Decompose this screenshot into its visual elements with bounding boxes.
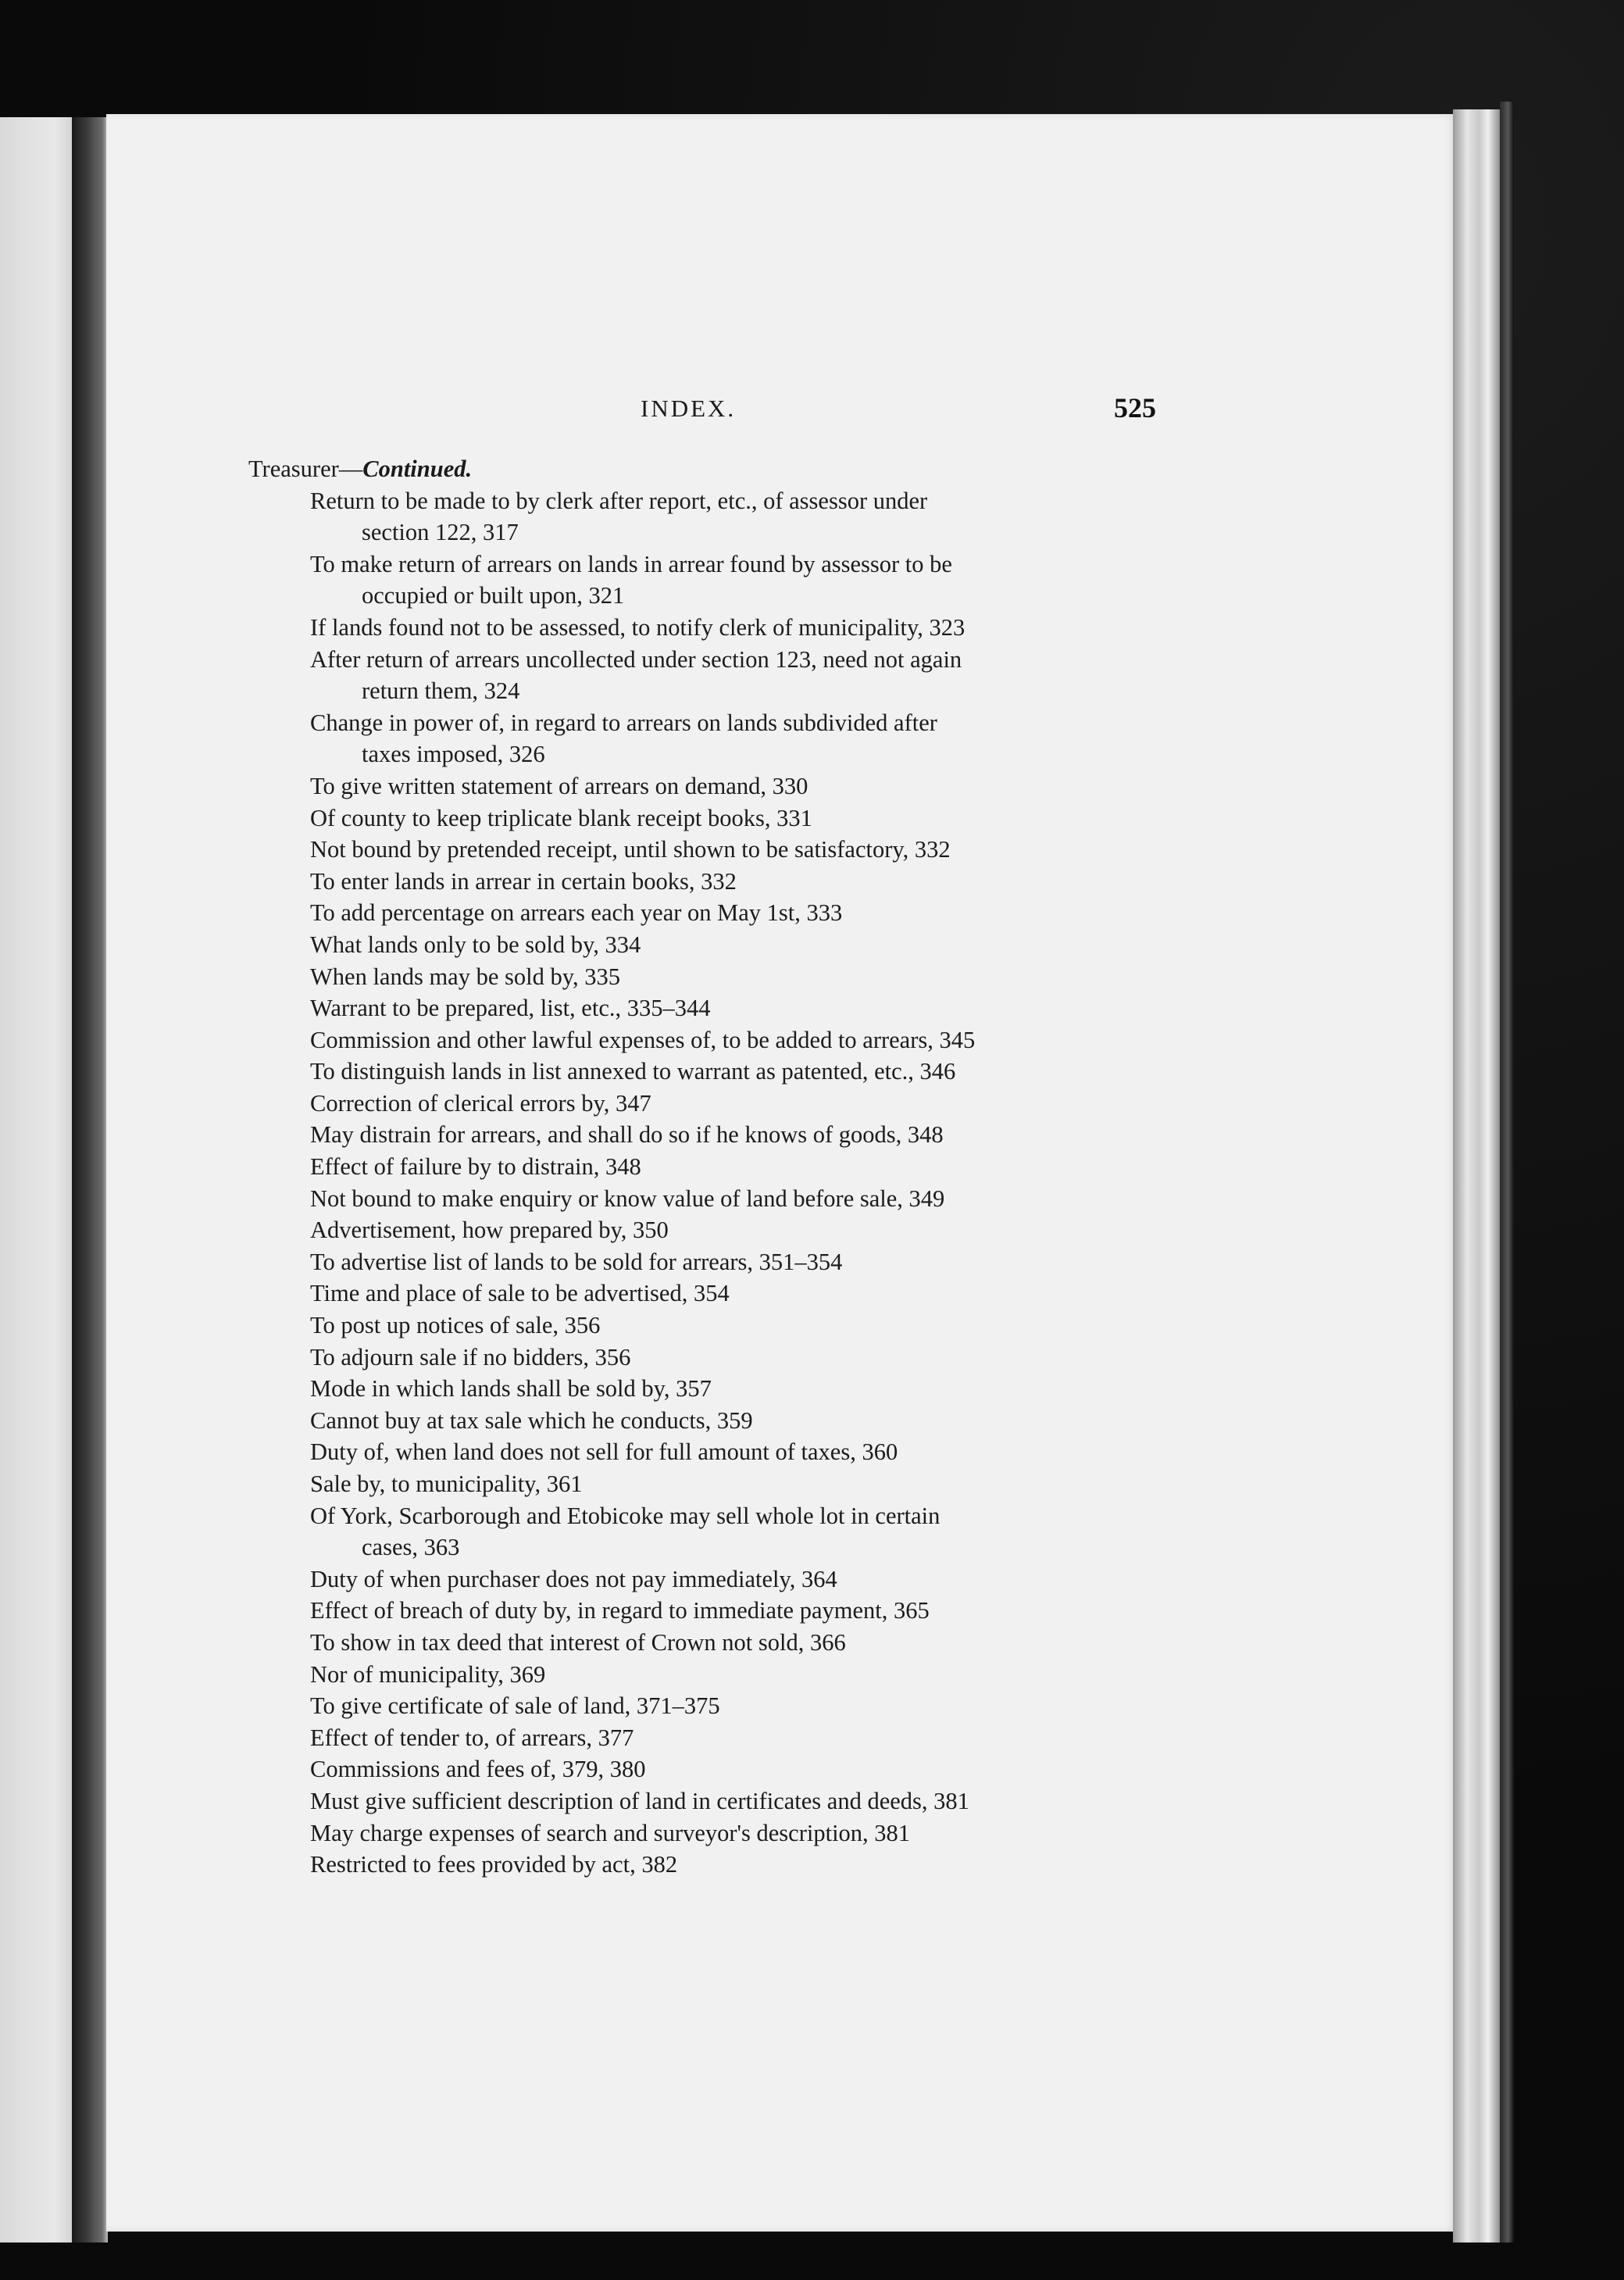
entry-text: To advertise list of lands to be sold for arrears, 351–354 [310, 1248, 843, 1275]
index-entry [248, 929, 1162, 961]
entry-text: Effect of tender to, of arrears, 377 [310, 1724, 634, 1751]
index-entry [248, 1024, 1162, 1056]
entry-text: May charge expenses of search and surveyor's description, 381 [310, 1819, 911, 1846]
index-entry [248, 1119, 1162, 1151]
entry-text: Commissions and fees of, 379, 380 [310, 1756, 646, 1783]
entry-text: Nor of municipality, 369 [310, 1660, 546, 1688]
index-entry [248, 1849, 1162, 1881]
entry-text: Duty of when purchaser does not pay immediately, 364 [310, 1565, 837, 1592]
index-entry [248, 1785, 1162, 1817]
entry-text: Advertisement, how prepared by, 350 [310, 1217, 669, 1244]
entry-text: Must give sufficient description of land in certificates and deeds, 381 [310, 1787, 969, 1814]
running-header [641, 392, 1156, 441]
entry-text: Of York, Scarborough and Etobicoke may sell whole lot in certain [310, 1502, 940, 1529]
index-entry [248, 866, 1162, 898]
entry-continuation: return them, 324 [362, 677, 520, 705]
index-entry [248, 1753, 1162, 1785]
entry-text: May distrain for arrears, and shall do so if he knows of goods, 348 [310, 1121, 944, 1149]
index-entry [248, 1278, 1162, 1310]
index-entry [248, 1500, 1162, 1563]
entry-text: To give certificate of sale of land, 371–375 [310, 1692, 720, 1720]
entry-text: Not bound to make enquiry or know value of land before sale, 349 [310, 1185, 945, 1212]
index-entry [248, 1310, 1162, 1342]
index-entry [248, 770, 1162, 802]
entry-text: To enter lands in arrear in certain books, 332 [310, 867, 737, 895]
index-entry [248, 612, 1162, 644]
entry-text: Sale by, to municipality, 361 [310, 1471, 583, 1497]
entry-text: After return of arrears uncollected under section 123, need not again [310, 645, 962, 673]
index-entry [248, 961, 1162, 993]
index-entry [248, 1690, 1162, 1722]
index-entry [248, 1056, 1162, 1088]
index-entry [248, 549, 1162, 612]
entry-text: To post up notices of sale, 356 [310, 1312, 601, 1339]
entry-continuation: taxes imposed, 326 [362, 741, 545, 768]
entry-text: Commission and other lawful expenses of, to be added to arrears, 345 [310, 1026, 976, 1053]
entry-text: To make return of arrears on lands in arrear found by assessor to be [310, 550, 952, 577]
index-entry [248, 1563, 1162, 1596]
heading-term: Treasurer [248, 456, 339, 482]
entry-text: To add percentage on arrears each year on May 1st, 333 [310, 899, 843, 927]
entry-text: Not bound by pretended receipt, until shown to be satisfactory, 332 [310, 836, 951, 863]
entry-text: To adjourn sale if no bidders, 356 [310, 1343, 631, 1371]
entry-text: Of county to keep triplicate blank receipt books, 331 [310, 804, 812, 831]
previous-page-edge [0, 117, 78, 2242]
index-entry [248, 1468, 1162, 1500]
entry-text: If lands found not to be assessed, to notify clerk of municipality, 323 [310, 613, 965, 641]
index-entry [248, 1373, 1162, 1405]
index-entry [248, 1595, 1162, 1627]
entry-text: Cannot buy at tax sale which he conducts, 359 [310, 1406, 753, 1434]
entry-text: Effect of breach of duty by, in regard to immediate payment, 365 [310, 1597, 930, 1624]
index-entry [248, 1817, 1162, 1849]
index-entry [248, 1214, 1162, 1246]
entry-continuation: occupied or built upon, 321 [362, 582, 625, 609]
page-stack-shadow [1500, 102, 1514, 2242]
entry-text: To show in tax deed that interest of Crown not sold, 366 [310, 1628, 846, 1656]
index-entry [248, 644, 1162, 707]
index-entry [248, 1246, 1162, 1278]
entry-text: When lands may be sold by, 335 [310, 963, 620, 990]
index-entries [248, 453, 1162, 1881]
header-title: INDEX. [641, 395, 737, 422]
heading-continued: Continued. [362, 456, 473, 482]
entry-text: To distinguish lands in list annexed to warrant as patented, etc., 346 [310, 1058, 956, 1085]
entry-text: To give written statement of arrears on demand, 330 [310, 772, 808, 799]
index-entry [248, 1659, 1162, 1691]
index-heading [248, 453, 1162, 485]
entry-text: What lands only to be sold by, 334 [310, 931, 641, 958]
entry-continuation: cases, 363 [362, 1534, 460, 1561]
index-entry [248, 1342, 1162, 1374]
entry-text: Return to be made to by clerk after report, etc., of assessor under [310, 487, 928, 514]
entry-text: Mode in which lands shall be sold by, 357 [310, 1375, 712, 1403]
page-stack-edge [1453, 109, 1500, 2242]
index-entry [248, 897, 1162, 929]
entry-list [248, 485, 1162, 1881]
entry-text: Duty of, when land does not sell for full amount of taxes, 360 [310, 1438, 898, 1466]
entry-text: Change in power of, in regard to arrears on lands subdivided after [310, 709, 937, 736]
book-spine-shadow [72, 117, 108, 2242]
entry-text: Warrant to be prepared, list, etc., 335–344 [310, 995, 711, 1022]
index-entry [248, 992, 1162, 1024]
entry-text: Time and place of sale to be advertised, 354 [310, 1280, 730, 1307]
heading-dash: — [338, 456, 363, 482]
index-entry [248, 1436, 1162, 1468]
entry-text: Correction of clerical errors by, 347 [310, 1089, 651, 1117]
index-entry [248, 1151, 1162, 1183]
index-entry [248, 707, 1162, 770]
entry-continuation: section 122, 317 [362, 519, 519, 546]
index-entry [248, 1183, 1162, 1215]
index-entry [248, 1088, 1162, 1120]
entry-text: Restricted to fees provided by act, 382 [310, 1851, 678, 1878]
index-entry [248, 834, 1162, 866]
entry-text: Effect of failure by to distrain, 348 [310, 1153, 641, 1181]
index-entry [248, 485, 1162, 549]
index-entry [248, 1405, 1162, 1437]
index-entry [248, 1722, 1162, 1754]
page-number: 525 [1114, 392, 1156, 423]
index-entry [248, 802, 1162, 834]
index-entry [248, 1627, 1162, 1659]
